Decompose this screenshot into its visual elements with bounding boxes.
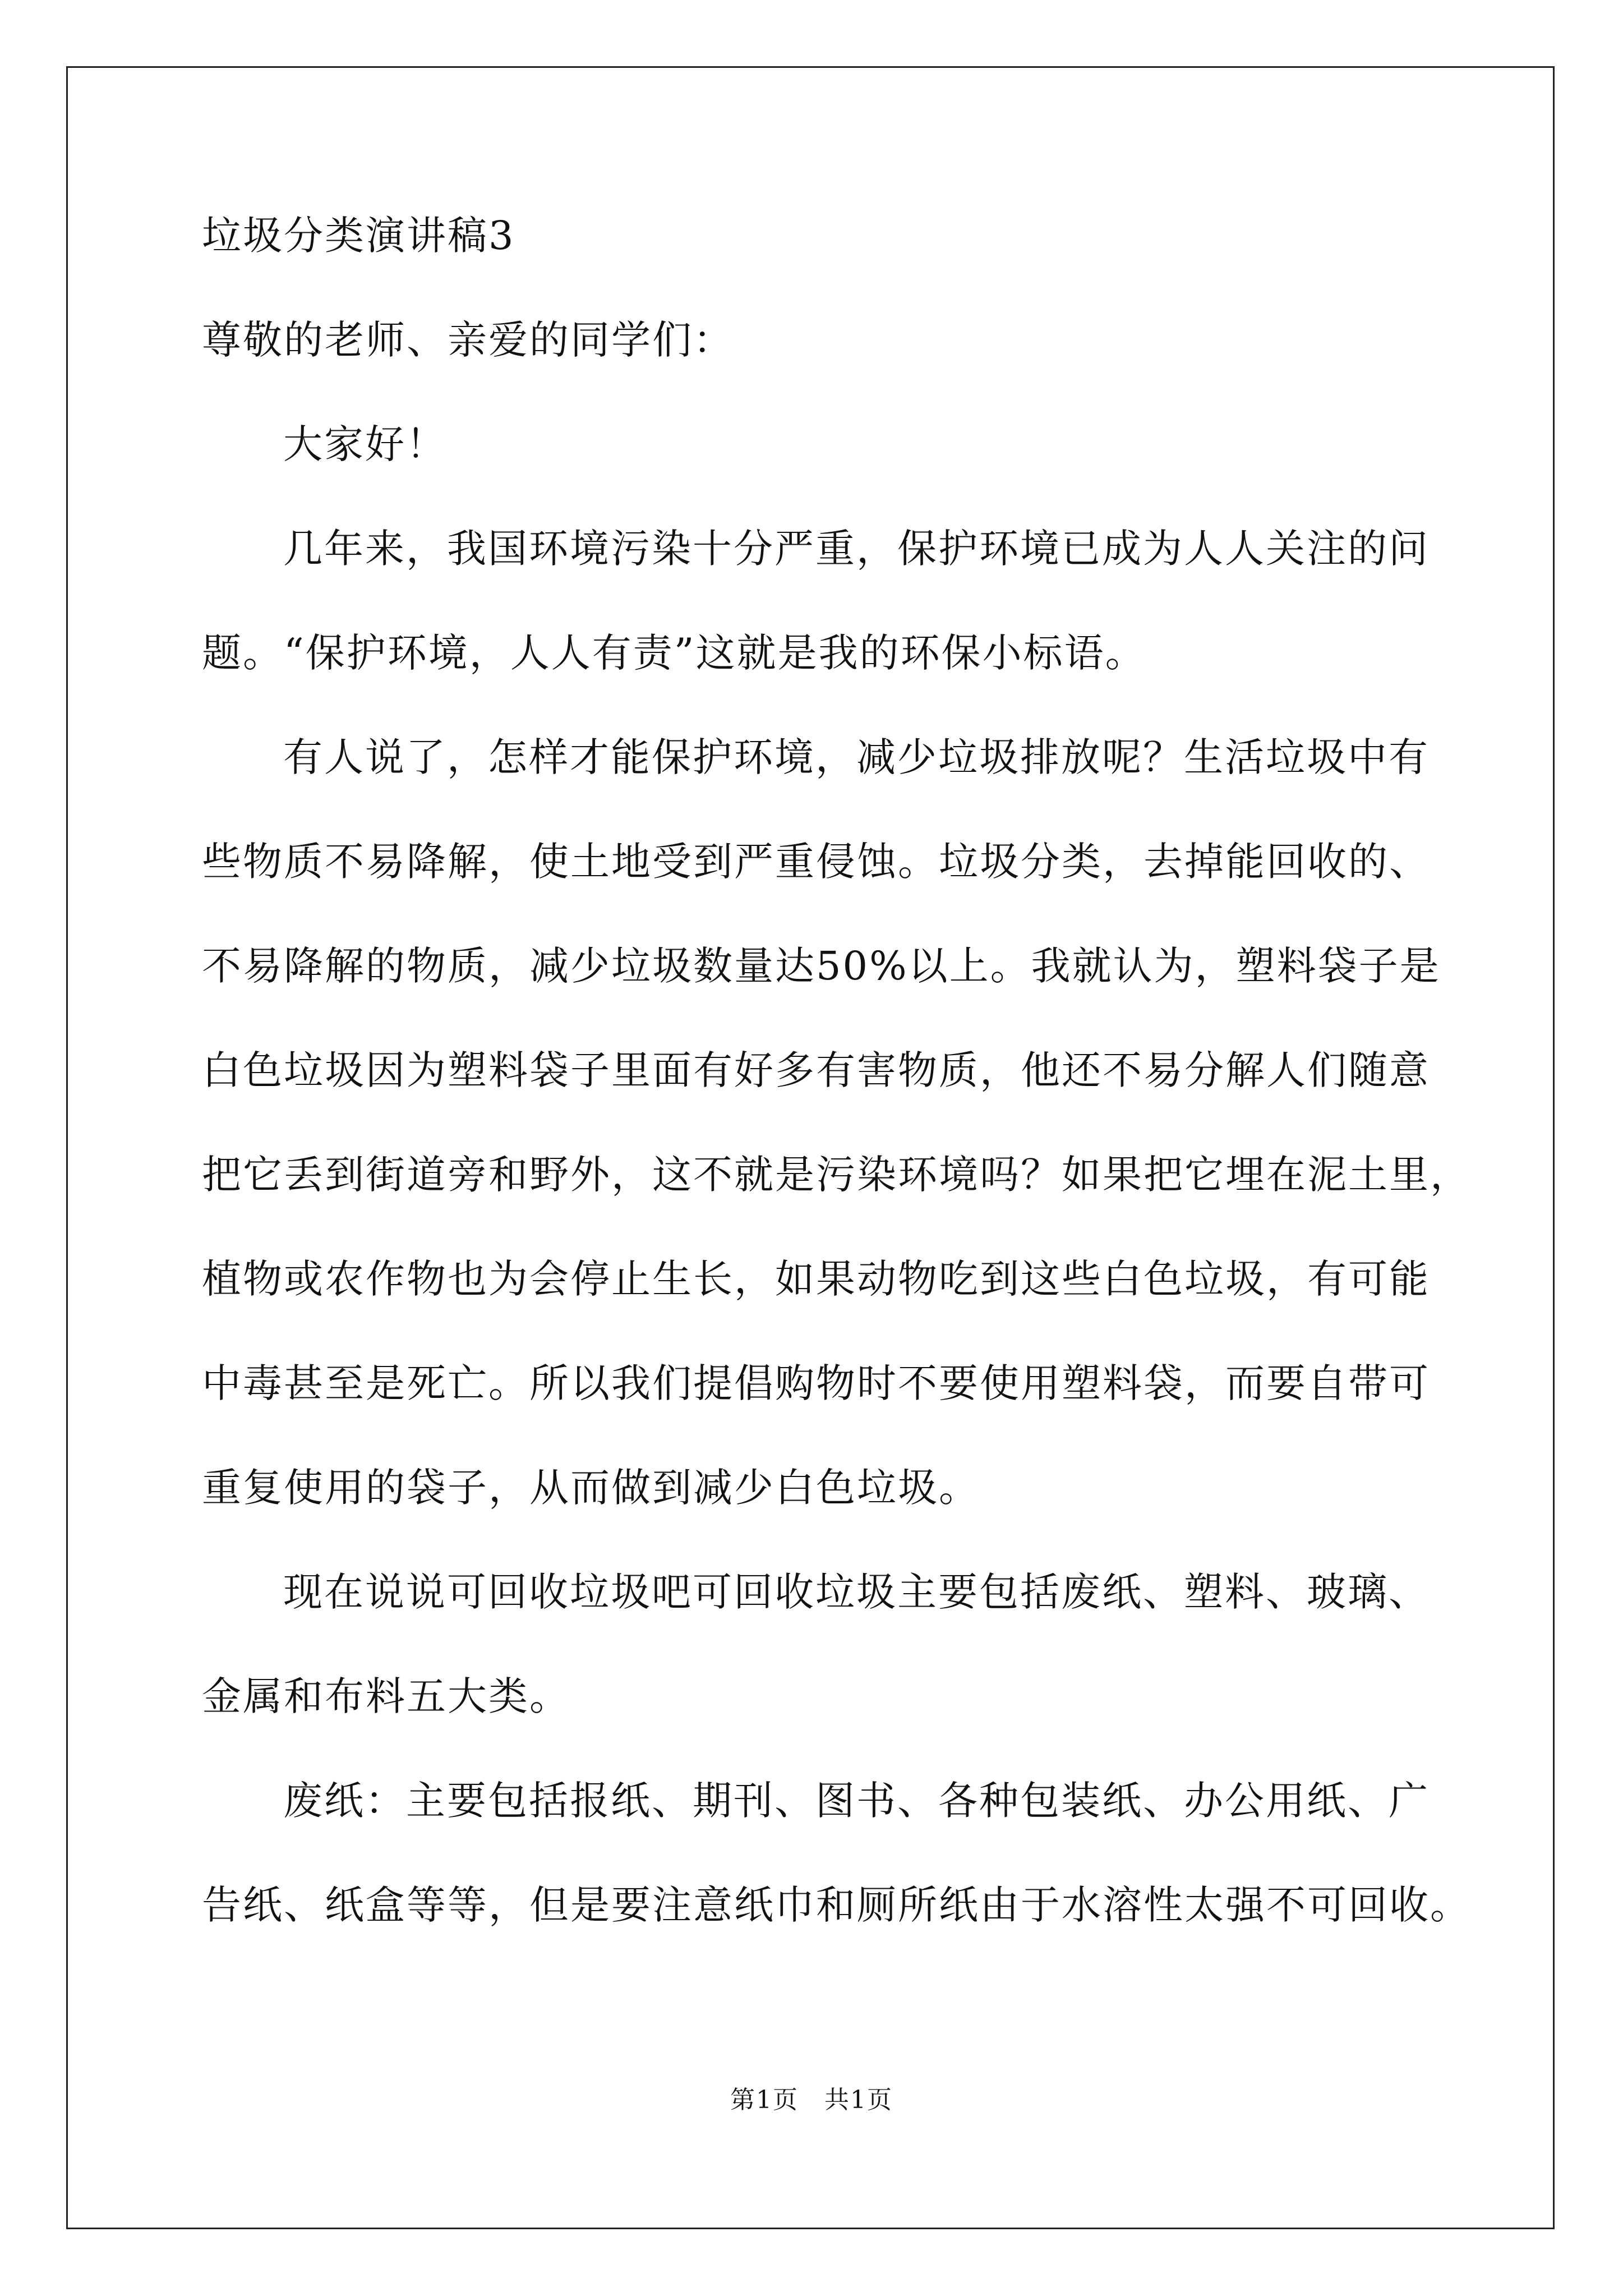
paragraph-line: 几年来，我国环境污染十分严重，保护环境已成为人人关注的问 — [283, 526, 1430, 572]
paragraph-1 — [202, 522, 1436, 680]
paragraph-line: 重复使用的袋子，从而做到减少白色垃圾。 — [202, 1465, 980, 1511]
paragraph-line: 些物质不易降解，使土地受到严重侵蚀。垃圾分类，去掉能回收的、 — [202, 839, 1430, 885]
paragraph-3 — [202, 1565, 1436, 1723]
paragraph-line: 白色垃圾因为塑料袋子里面有好多有害物质，他还不易分解人们随意 — [202, 1047, 1430, 1093]
document-body — [202, 209, 1471, 1932]
paragraph-line: 植物或农作物也为会停止生长，如果动物吃到这些白色垃圾，有可能 — [202, 1256, 1430, 1302]
paragraph-4 — [202, 1774, 1471, 1932]
paragraph-line: 不易降解的物质，减少垃圾数量达50%以上。我就认为，塑料袋子是 — [202, 943, 1441, 989]
document-title: 垃圾分类演讲稿3 — [202, 213, 515, 259]
paragraph-2 — [202, 730, 1471, 1515]
salutation: 尊敬的老师、亲爱的同学们： — [202, 317, 734, 363]
paragraph-line: 把它丢到街道旁和野外，这不就是污染环境吗？如果把它埋在泥土里， — [202, 1152, 1471, 1198]
paragraph-line: 废纸：主要包括报纸、期刊、图书、各种包装纸、办公用纸、广 — [283, 1778, 1430, 1824]
greeting: 大家好！ — [283, 421, 447, 467]
paragraph-line: 中毒甚至是死亡。所以我们提倡购物时不要使用塑料袋，而要自带可 — [202, 1360, 1430, 1406]
paragraph-line: 告纸、纸盒等等，但是要注意纸巾和厕所纸由于水溶性太强不可回收。 — [202, 1882, 1471, 1928]
paragraph-line: 题。“保护环境，人人有责”这就是我的环保小标语。 — [202, 630, 1146, 676]
paragraph-line: 有人说了，怎样才能保护环境，减少垃圾排放呢？生活垃圾中有 — [283, 734, 1430, 780]
paragraph-line: 现在说说可回收垃圾吧可回收垃圾主要包括废纸、塑料、玻璃、 — [283, 1569, 1430, 1615]
paragraph-line: 金属和布料五大类。 — [202, 1673, 570, 1719]
page-number-footer: 第1页 共1页 — [730, 2086, 893, 2114]
